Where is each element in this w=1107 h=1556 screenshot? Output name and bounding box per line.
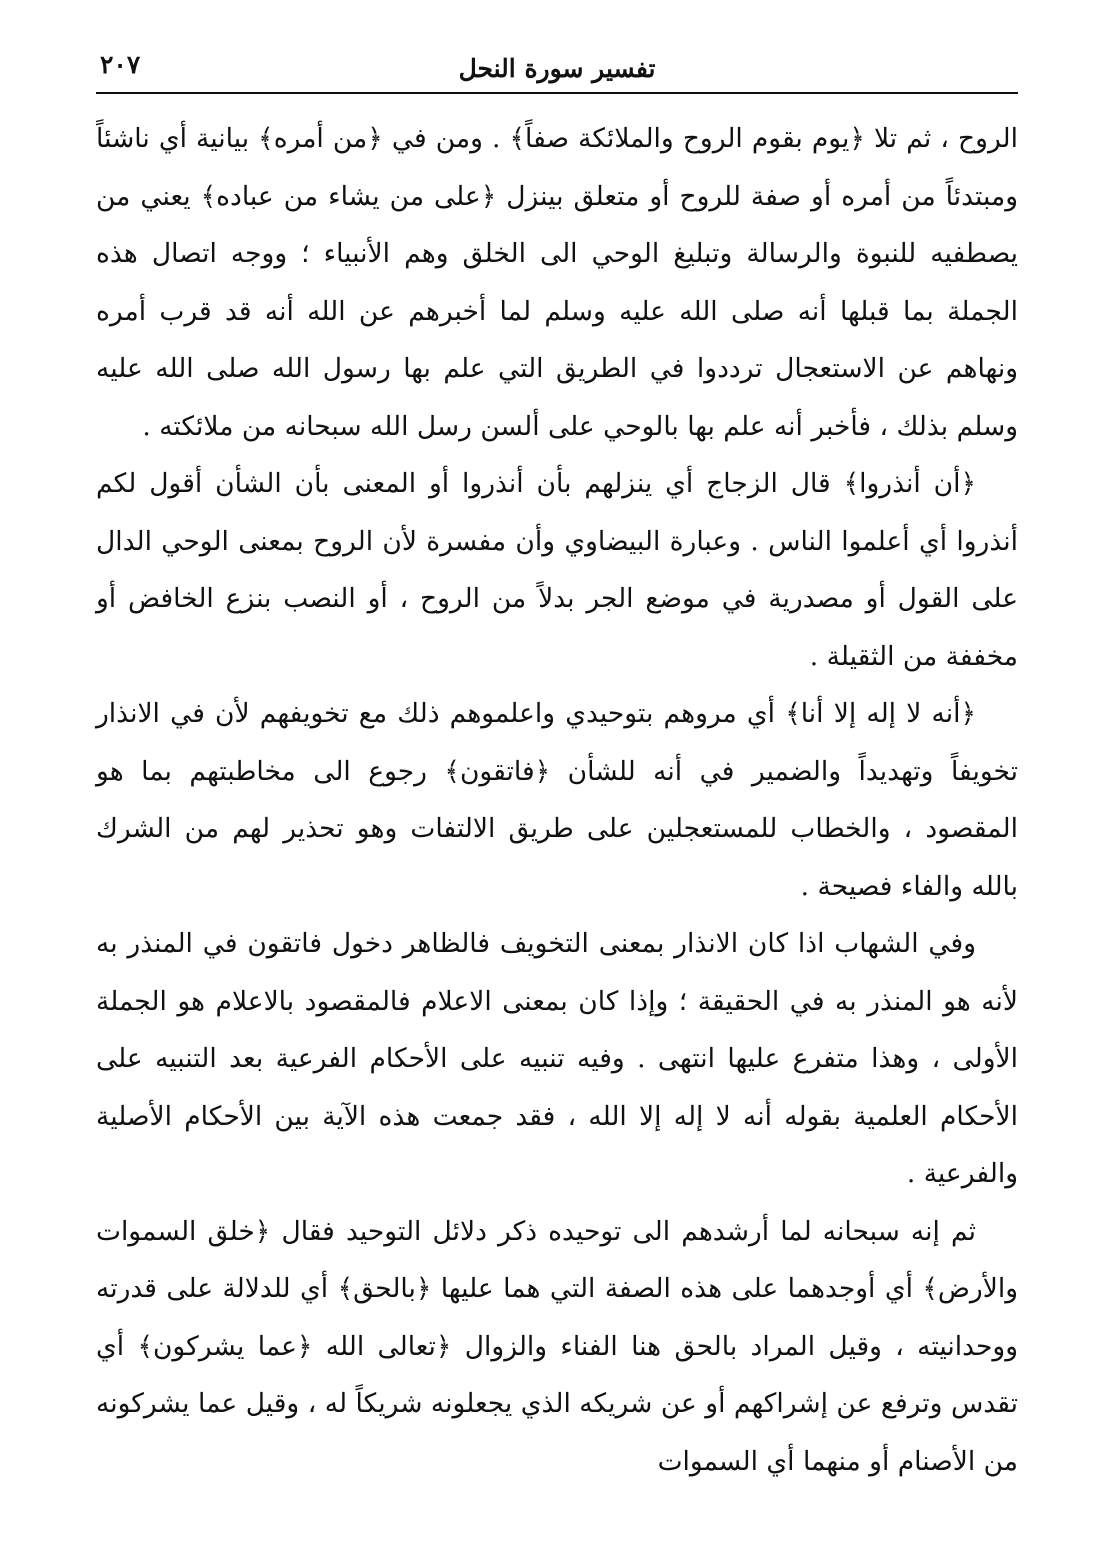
book-page bbox=[96, 40, 1018, 1530]
paragraph: ﴿أنه لا إله إلا أنا﴾ أي مروهم بتوحيدي واعلموهم ذلك مع تخويفهم لأن في الانذار تخويفاً وتهديداً والضمير في أنه للشأن ﴿فاتقون﴾ رجوع الى مخاطبتهم بما هو المقصود ، والخطاب للمستعجلين على طريق الالتفات وهو تحذير لهم من الشرك بالله والفاء فصيحة . bbox=[96, 698, 1018, 902]
running-header bbox=[96, 40, 1018, 94]
paragraph: وفي الشهاب اذا كان الانذار بمعنى التخويف فالظاهر دخول فاتقون في المنذر به لأنه هو المنذر به في الحقيقة ؛ وإذا كان بمعنى الاعلام فالمقصود بالاعلام هو الجملة الأولى ، وهذا متفرع عليها انتهى . وفيه تنبيه على الأحكام الفرعية بعد التنبيه على الأحكام العلمية بقوله أنه لا إله إلا الله ، فقد جمعت هذه الآية بين الأحكام الأصلية والفرعية . bbox=[96, 928, 1018, 1189]
paragraph: الروح ، ثم تلا ﴿يوم بقوم الروح والملائكة صفاً﴾ . ومن في ﴿من أمره﴾ بيانية أي ناشئاً ومبتدئاً من أمره أو صفة للروح أو متعلق بينزل ﴿على من يشاء من عباده﴾ يعني من يصطفيه للنبوة والرسالة وتبليغ الوحي الى الخلق وهم الأنبياء ؛ ووجه اتصال هذه الجملة بما قبلها أنه صلى الله عليه وسلم لما أخبرهم عن الله أنه قد قرب أمره ونهاهم عن الاستعجال ترددوا في الطريق التي علم بها رسول الله صلى الله عليه وسلم بذلك ، فأخبر أنه علم بها بالوحي على ألسن رسل الله سبحانه من ملائكته . bbox=[96, 123, 1018, 442]
page-number: ٢٠٧ bbox=[100, 50, 141, 79]
paragraph: ثم إنه سبحانه لما أرشدهم الى توحيده ذكر دلائل التوحيد فقال ﴿خلق السموات والأرض﴾ أي أوجدهما على هذه الصفة التي هما عليها ﴿بالحق﴾ أي للدلالة على قدرته ووحدانيته ، وقيل المراد بالحق هنا الفناء والزوال ﴿تعالى الله ﴿عما يشركون﴾ أي تقدس وترفع عن إشراكهم أو عن شريكه الذي يجعلونه شريكاً له ، وقيل عما يشركونه من الأصنام أو منهما أي السموات bbox=[96, 1215, 1018, 1477]
paragraph: ﴿أن أنذروا﴾ قال الزجاج أي ينزلهم بأن أنذروا أو المعنى بأن الشأن أقول لكم أنذروا أي أعلموا الناس . وعبارة البيضاوي وأن مفسرة لأن الروح بمعنى الوحي الدال على القول أو مصدرية في موضع الجر بدلاً من الروح ، أو النصب بنزع الخافض أو مخففة من الثقيلة . bbox=[96, 468, 1018, 672]
page-title: تفسير سورة النحل bbox=[458, 54, 656, 83]
page-body bbox=[96, 110, 1018, 1490]
